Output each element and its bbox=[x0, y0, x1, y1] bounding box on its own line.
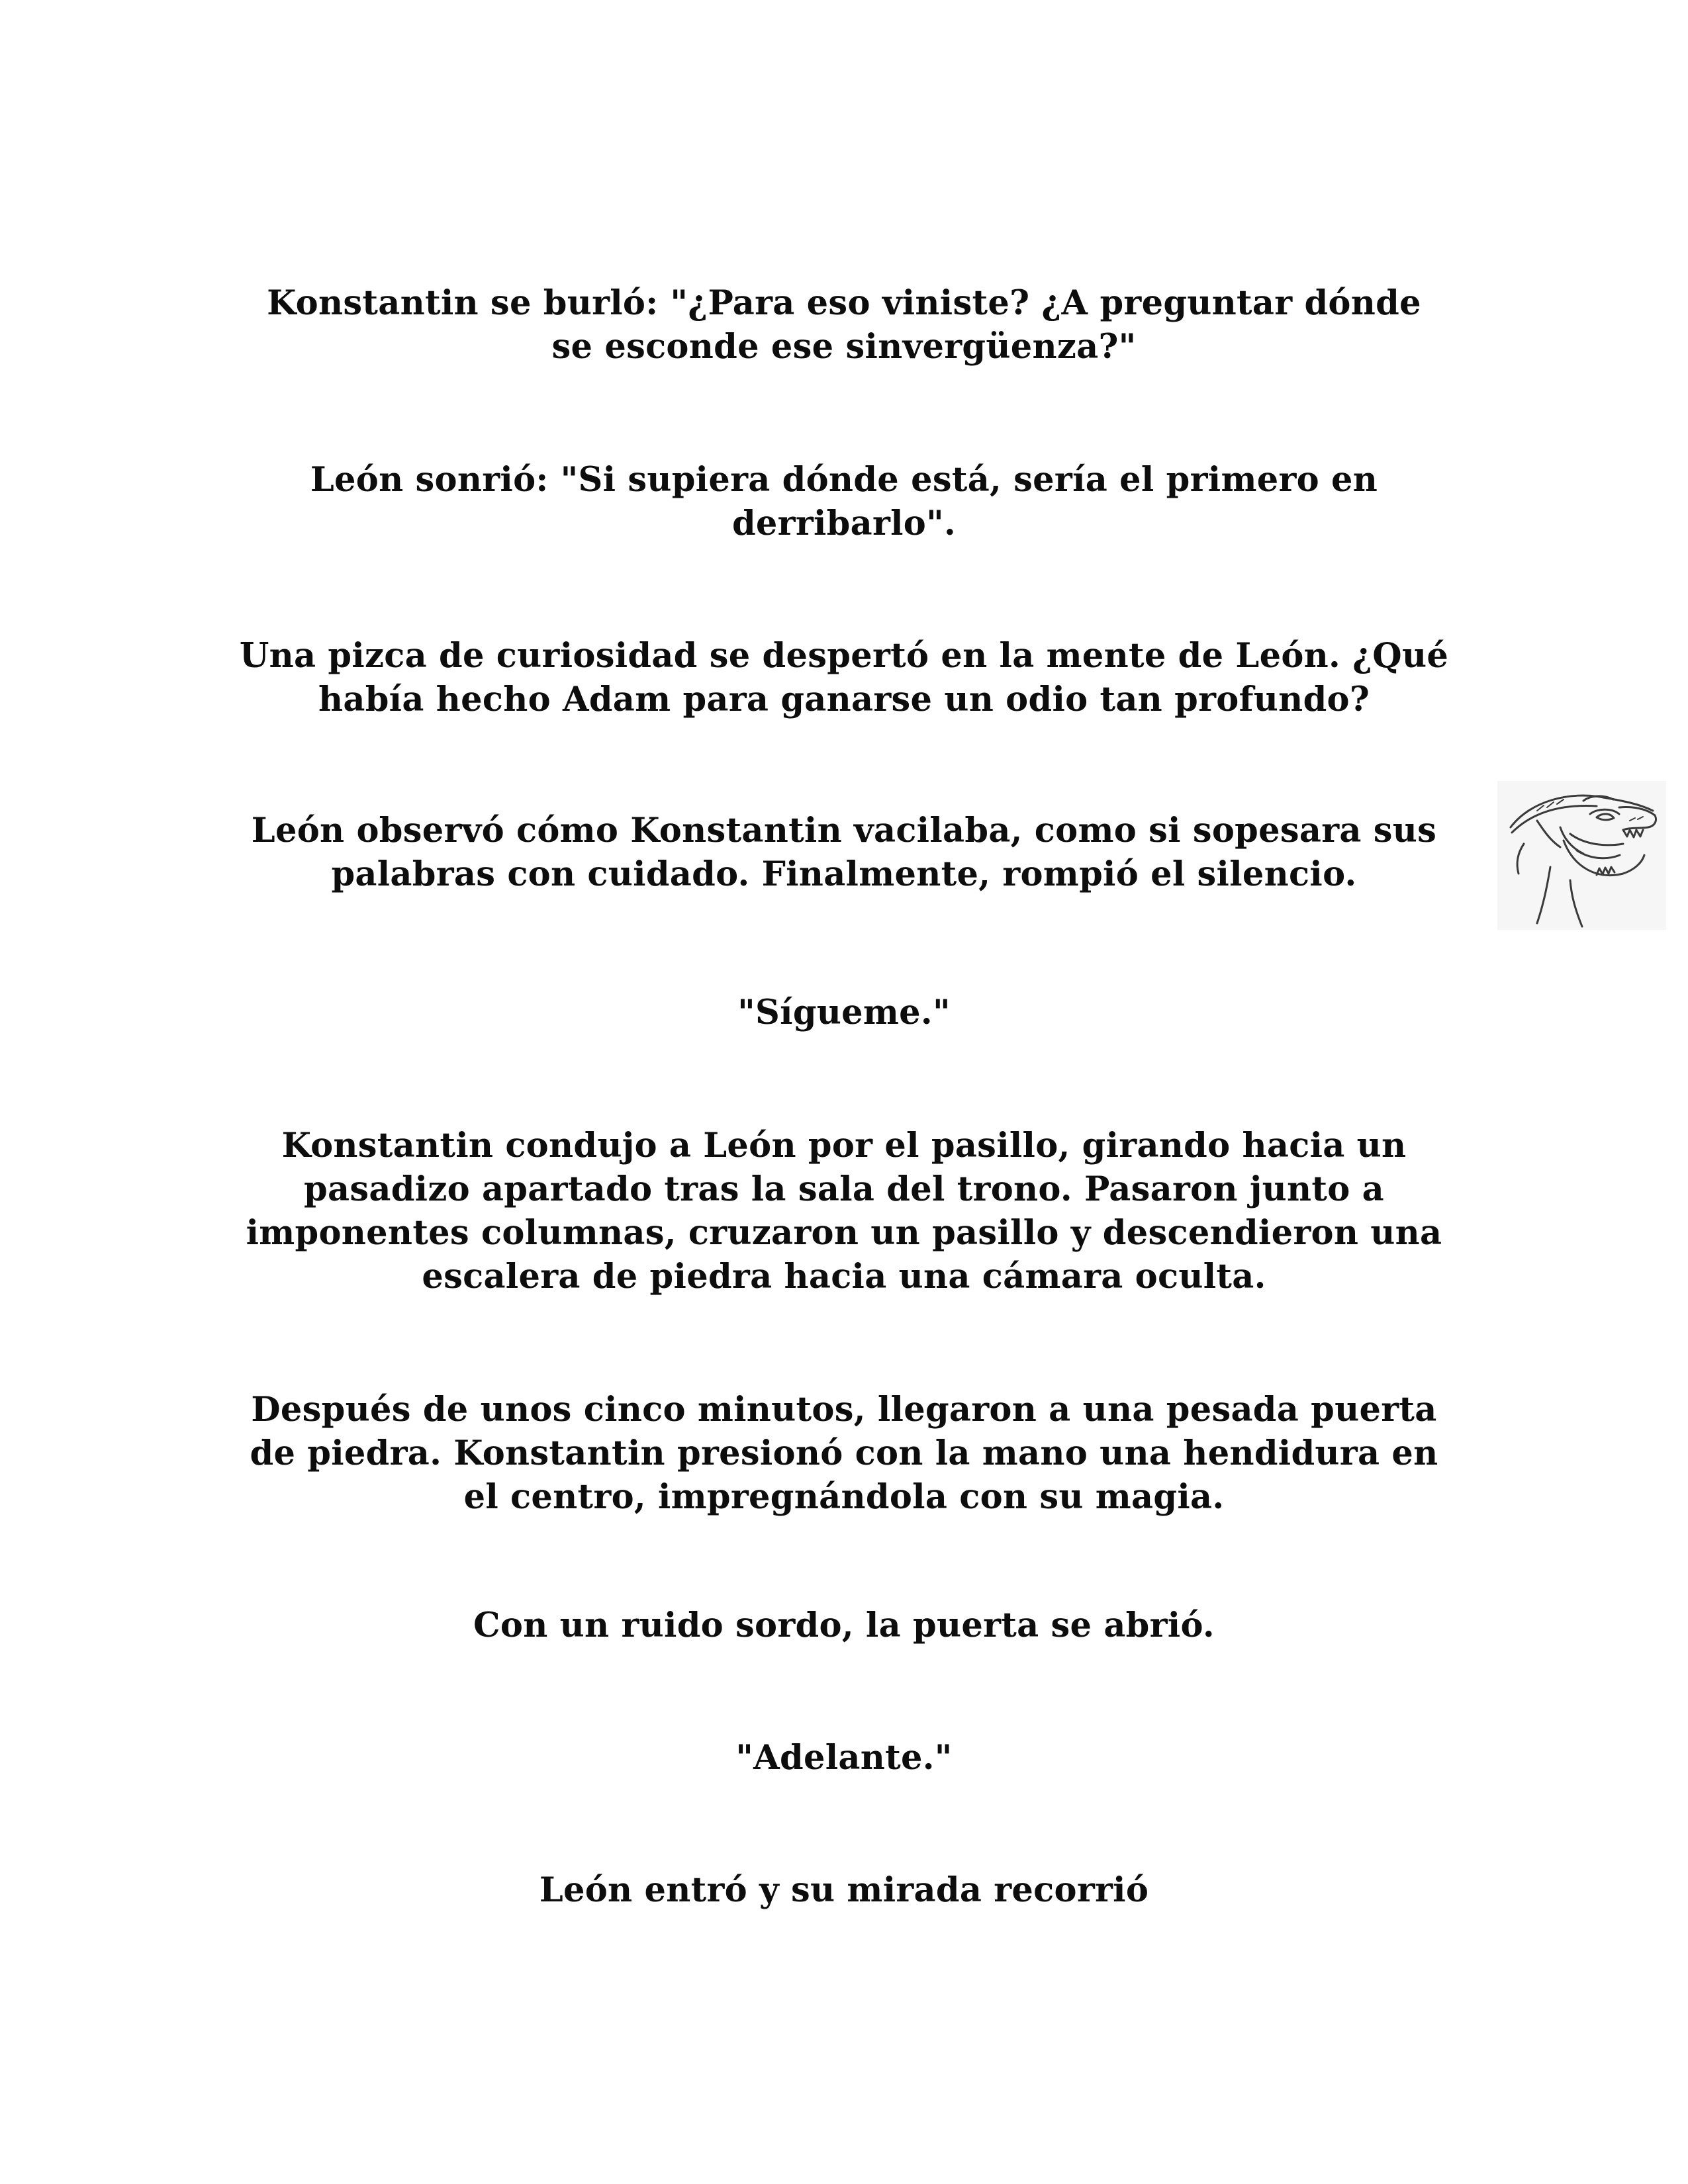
paragraph-8: Con un ruido sordo, la puerta se abrió. bbox=[473, 1606, 1215, 1645]
paragraph-4: León observó cómo Konstantin vacilaba, como si sopesara sus palabras con cuidado. Finalmente, rompió el silencio. bbox=[251, 811, 1437, 894]
paragraph-6: Konstantin condujo a León por el pasillo, girando hacia un pasadizo apartado tras la sala del trono. Pasaron junto a imponentes columnas, cruzaron un pasillo y descendieron una escalera de piedra hacia una cámara oculta. bbox=[246, 1126, 1442, 1297]
paragraph-5: "Sígueme." bbox=[737, 993, 951, 1032]
paragraph-1: Konstantin se burló: "¿Para eso viniste? ¿A preguntar dónde se esconde ese sinvergüenza?" bbox=[267, 283, 1421, 367]
paragraph-3: Una pizca de curiosidad se despertó en la mente de León. ¿Qué había hecho Adam para ganarse un odio tan profundo? bbox=[239, 636, 1449, 719]
paragraph-9: "Adelante." bbox=[735, 1738, 953, 1778]
paragraph-10: León entró y su mirada recorrió bbox=[539, 1870, 1149, 1910]
paragraph-2: León sonrió: "Si supiera dónde está, sería el primero en derribarlo". bbox=[310, 460, 1378, 543]
dinosaur-head-sketch-icon bbox=[1497, 781, 1666, 930]
paragraph-7: Después de unos cinco minutos, llegaron a una pesada puerta de piedra. Konstantin presionó con la mano una hendidura en el centro, impregnándola con su magia. bbox=[250, 1390, 1438, 1517]
